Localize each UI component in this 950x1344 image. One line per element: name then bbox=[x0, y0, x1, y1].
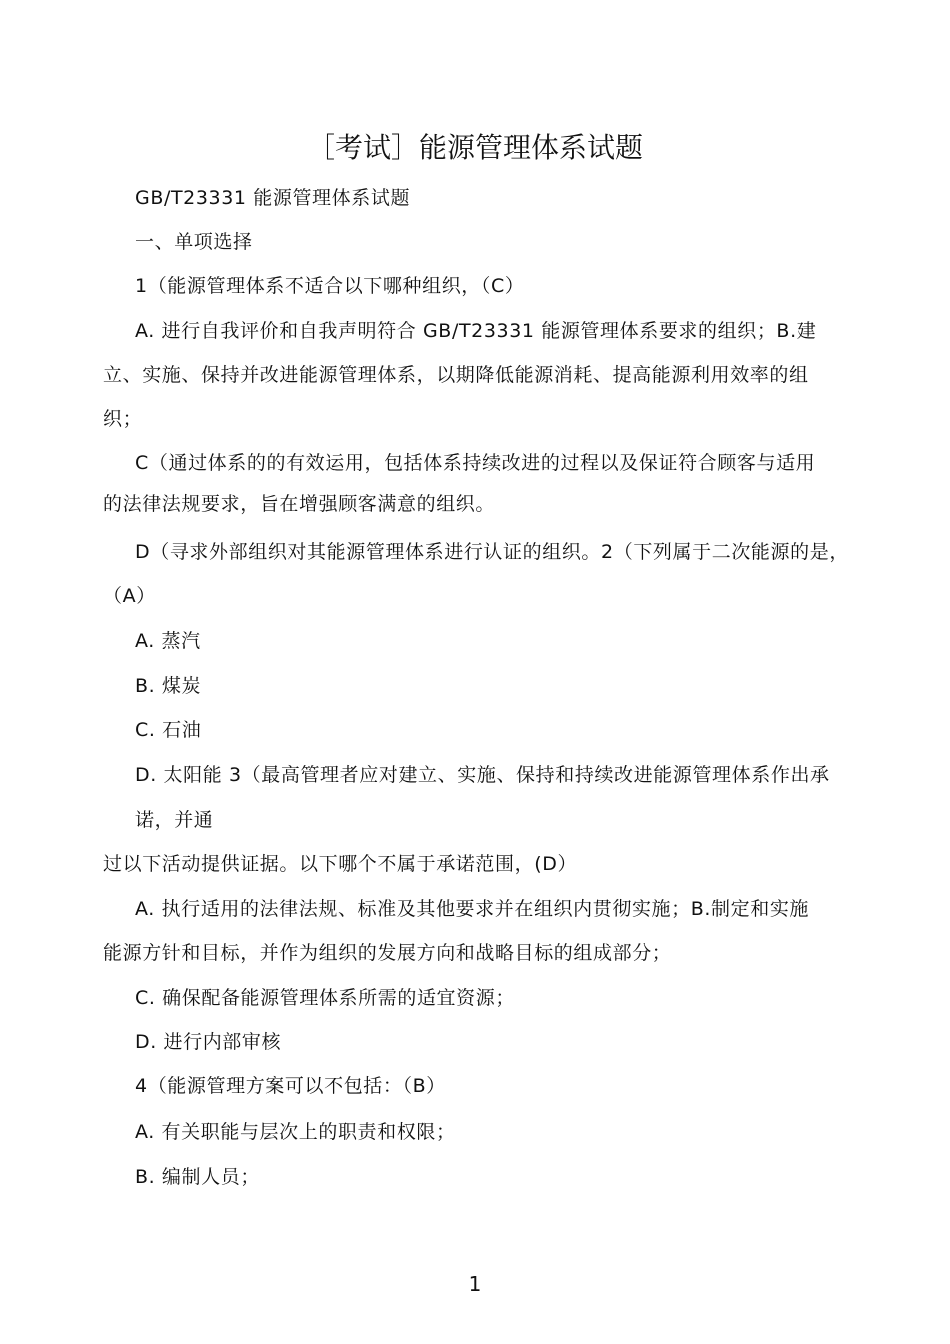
q1-option-a-b-line-1: A. 进行自我评价和自我声明符合 GB/T23331 能源管理体系要求的组织；B.建 bbox=[135, 320, 817, 342]
q2-option-b: B. 煤炭 bbox=[135, 675, 202, 697]
q3-option-a-b-line-1: A. 执行适用的法律法规、标准及其他要求并在组织内贯彻实施；B.制定和实施 bbox=[135, 898, 810, 920]
q1-option-c-line-2: 的法律法规要求，旨在增强顾客满意的组织。 bbox=[103, 493, 496, 515]
q3-option-d: D. 进行内部审核 bbox=[135, 1031, 282, 1053]
section-heading: 一、单项选择 bbox=[135, 231, 253, 253]
q2-option-a: A. 蒸汽 bbox=[135, 630, 201, 652]
question-1: 1（能源管理体系不适合以下哪种组织，（C） bbox=[135, 275, 525, 297]
q4-option-a: A. 有关职能与层次上的职责和权限； bbox=[135, 1121, 456, 1143]
question-4: 4（能源管理方案可以不包括：（B） bbox=[135, 1075, 446, 1097]
q1-option-b-line-3: 织； bbox=[103, 408, 143, 430]
q3-option-b-line-2: 能源方针和目标，并作为组织的发展方向和战略目标的组成部分； bbox=[103, 942, 672, 964]
q4-option-b: B. 编制人员； bbox=[135, 1166, 260, 1188]
q2-option-d-q3: D. 太阳能 3（最高管理者应对建立、实施、保持和持续改进能源管理体系作出承 bbox=[135, 764, 830, 786]
q3-line-3: 过以下活动提供证据。以下哪个不属于承诺范围，(D） bbox=[103, 853, 578, 875]
q1-option-b-line-2: 立、实施、保持并改进能源管理体系，以期降低能源消耗、提高能源利用效率的组 bbox=[103, 364, 809, 386]
q1-option-c-line-1: C（通过体系的的有效运用，包括体系持续改进的过程以及保证符合顾客与适用 bbox=[135, 452, 816, 474]
document-title: ［考试］能源管理体系试题 bbox=[306, 131, 643, 164]
page-number: 1 bbox=[468, 1272, 482, 1296]
subtitle-line: GB/T23331 能源管理体系试题 bbox=[135, 187, 411, 209]
q2-answer: （A） bbox=[103, 585, 156, 607]
q3-option-c: C. 确保配备能源管理体系所需的适宜资源； bbox=[135, 987, 515, 1009]
q2-option-c: C. 石油 bbox=[135, 719, 202, 741]
q1-option-d-q2: D（寻求外部组织对其能源管理体系进行认证的组织。2（下列属于二次能源的是， bbox=[135, 541, 849, 563]
q3-line-2: 诺，并通 bbox=[135, 809, 214, 831]
